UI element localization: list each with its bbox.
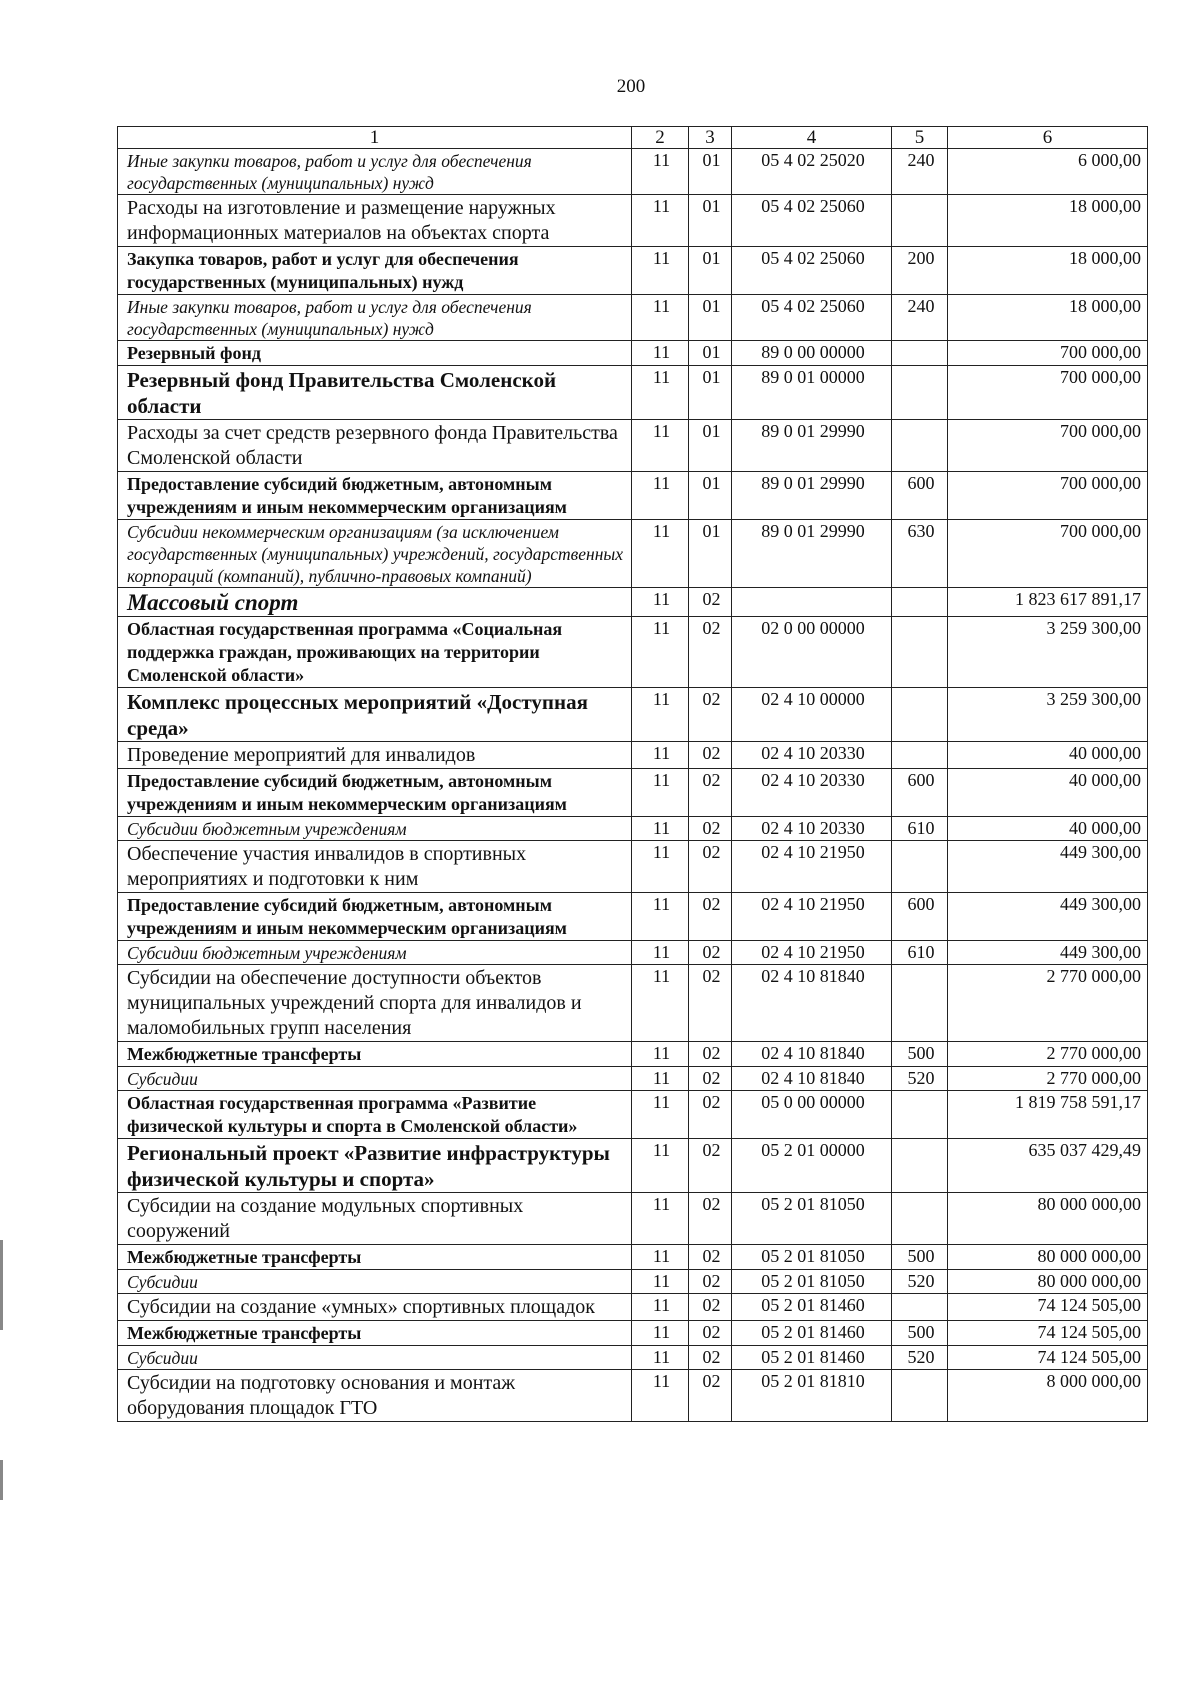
row-expense-type-cell: 500 <box>892 1245 948 1270</box>
row-expense-type-cell <box>892 742 948 769</box>
table-row <box>118 1346 1148 1370</box>
table-row <box>118 841 1148 893</box>
row-section-cell: 11 <box>632 1091 689 1139</box>
row-section-cell: 11 <box>632 769 689 817</box>
row-amount-cell: 74 124 505,00 <box>948 1294 1148 1321</box>
table-row <box>118 1370 1148 1422</box>
row-section-cell: 11 <box>632 1193 689 1245</box>
row-amount-cell: 449 300,00 <box>948 941 1148 965</box>
row-section-cell: 11 <box>632 1245 689 1270</box>
row-section-cell: 11 <box>632 341 689 366</box>
table-row <box>118 1193 1148 1245</box>
row-target-code-cell: 05 2 01 81050 <box>732 1193 892 1245</box>
row-amount-cell: 700 000,00 <box>948 520 1148 588</box>
table-row <box>118 295 1148 341</box>
row-section-cell: 11 <box>632 520 689 588</box>
table-row <box>118 1321 1148 1346</box>
row-target-code-cell: 89 0 01 29990 <box>732 420 892 472</box>
row-name-cell: Комплекс процессных мероприятий «Доступная среда» <box>118 688 632 742</box>
row-subsection-cell: 02 <box>689 1067 732 1091</box>
row-expense-type-cell <box>892 588 948 617</box>
row-subsection-cell: 02 <box>689 588 732 617</box>
row-amount-cell: 18 000,00 <box>948 247 1148 295</box>
row-section-cell: 11 <box>632 1270 689 1294</box>
row-target-code-cell: 02 4 10 20330 <box>732 742 892 769</box>
row-amount-cell: 700 000,00 <box>948 472 1148 520</box>
scan-edge-mark <box>0 1460 3 1500</box>
row-expense-type-cell: 600 <box>892 893 948 941</box>
row-expense-type-cell <box>892 341 948 366</box>
row-amount-cell: 18 000,00 <box>948 195 1148 247</box>
row-subsection-cell: 01 <box>689 341 732 366</box>
row-expense-type-cell <box>892 1091 948 1139</box>
row-name-cell: Областная государственная программа «Социальная поддержка граждан, проживающих на территории Смоленской области» <box>118 617 632 688</box>
row-section-cell: 11 <box>632 1067 689 1091</box>
row-target-code-cell: 05 4 02 25060 <box>732 195 892 247</box>
table-row <box>118 617 1148 688</box>
row-name-cell: Межбюджетные трансферты <box>118 1321 632 1346</box>
row-expense-type-cell <box>892 420 948 472</box>
row-name-cell: Предоставление субсидий бюджетным, автономным учреждениям и иным некоммерческим организациям <box>118 769 632 817</box>
row-section-cell: 11 <box>632 1370 689 1422</box>
row-section-cell: 11 <box>632 965 689 1042</box>
row-section-cell: 11 <box>632 742 689 769</box>
row-name-cell: Субсидии <box>118 1067 632 1091</box>
row-subsection-cell: 02 <box>689 1321 732 1346</box>
column-header: 4 <box>732 127 892 149</box>
row-section-cell: 11 <box>632 588 689 617</box>
table-body <box>118 149 1148 1422</box>
table-row <box>118 1245 1148 1270</box>
table-row <box>118 195 1148 247</box>
row-name-cell: Массовый спорт <box>118 588 632 617</box>
row-subsection-cell: 02 <box>689 941 732 965</box>
budget-table <box>117 126 1148 1422</box>
row-name-cell: Расходы за счет средств резервного фонда Правительства Смоленской области <box>118 420 632 472</box>
row-section-cell: 11 <box>632 893 689 941</box>
row-section-cell: 11 <box>632 941 689 965</box>
row-amount-cell: 700 000,00 <box>948 366 1148 420</box>
row-expense-type-cell: 240 <box>892 295 948 341</box>
row-target-code-cell: 05 2 01 81050 <box>732 1270 892 1294</box>
row-name-cell: Субсидии некоммерческим организациям (за исключением государственных (муниципальных) учреждений, государственных корпораций (компаний), публично-правовых компаний) <box>118 520 632 588</box>
row-section-cell: 11 <box>632 366 689 420</box>
row-expense-type-cell <box>892 1139 948 1193</box>
table-row <box>118 247 1148 295</box>
row-subsection-cell: 01 <box>689 520 732 588</box>
row-expense-type-cell <box>892 1370 948 1422</box>
row-expense-type-cell: 610 <box>892 941 948 965</box>
row-subsection-cell: 02 <box>689 1245 732 1270</box>
row-target-code-cell: 05 2 01 81460 <box>732 1346 892 1370</box>
table-row <box>118 341 1148 366</box>
table-row <box>118 965 1148 1042</box>
row-name-cell: Субсидии на создание модульных спортивных сооружений <box>118 1193 632 1245</box>
row-name-cell: Субсидии на обеспечение доступности объектов муниципальных учреждений спорта для инвалидов и маломобильных групп населения <box>118 965 632 1042</box>
row-section-cell: 11 <box>632 1321 689 1346</box>
row-section-cell: 11 <box>632 817 689 841</box>
row-section-cell: 11 <box>632 1042 689 1067</box>
row-subsection-cell: 02 <box>689 1294 732 1321</box>
table-row <box>118 149 1148 195</box>
row-name-cell: Межбюджетные трансферты <box>118 1042 632 1067</box>
row-section-cell: 11 <box>632 688 689 742</box>
row-name-cell: Расходы на изготовление и размещение наружных информационных материалов на объектах спорта <box>118 195 632 247</box>
row-subsection-cell: 02 <box>689 688 732 742</box>
row-expense-type-cell: 600 <box>892 472 948 520</box>
row-name-cell: Проведение мероприятий для инвалидов <box>118 742 632 769</box>
row-amount-cell: 2 770 000,00 <box>948 1067 1148 1091</box>
column-header: 2 <box>632 127 689 149</box>
row-expense-type-cell: 520 <box>892 1346 948 1370</box>
row-subsection-cell: 02 <box>689 742 732 769</box>
table-row <box>118 1270 1148 1294</box>
row-amount-cell: 40 000,00 <box>948 742 1148 769</box>
row-expense-type-cell <box>892 617 948 688</box>
row-name-cell: Закупка товаров, работ и услуг для обеспечения государственных (муниципальных) нужд <box>118 247 632 295</box>
row-amount-cell: 74 124 505,00 <box>948 1321 1148 1346</box>
row-name-cell: Предоставление субсидий бюджетным, автономным учреждениям и иным некоммерческим организациям <box>118 893 632 941</box>
row-subsection-cell: 02 <box>689 893 732 941</box>
row-target-code-cell: 02 4 10 21950 <box>732 893 892 941</box>
row-subsection-cell: 01 <box>689 366 732 420</box>
table-row <box>118 742 1148 769</box>
row-amount-cell: 18 000,00 <box>948 295 1148 341</box>
row-target-code-cell: 05 2 01 81050 <box>732 1245 892 1270</box>
row-target-code-cell: 02 4 10 20330 <box>732 817 892 841</box>
row-target-code-cell: 05 4 02 25060 <box>732 295 892 341</box>
row-amount-cell: 449 300,00 <box>948 893 1148 941</box>
row-subsection-cell: 01 <box>689 149 732 195</box>
row-subsection-cell: 02 <box>689 1091 732 1139</box>
table-row <box>118 1294 1148 1321</box>
row-section-cell: 11 <box>632 420 689 472</box>
row-subsection-cell: 01 <box>689 247 732 295</box>
table-row <box>118 1091 1148 1139</box>
row-section-cell: 11 <box>632 295 689 341</box>
row-expense-type-cell: 520 <box>892 1067 948 1091</box>
table-row <box>118 588 1148 617</box>
row-name-cell: Субсидии <box>118 1346 632 1370</box>
table-row <box>118 1067 1148 1091</box>
row-name-cell: Иные закупки товаров, работ и услуг для обеспечения государственных (муниципальных) нужд <box>118 149 632 195</box>
row-subsection-cell: 02 <box>689 965 732 1042</box>
row-expense-type-cell <box>892 195 948 247</box>
row-name-cell: Резервный фонд Правительства Смоленской области <box>118 366 632 420</box>
row-target-code-cell <box>732 588 892 617</box>
row-subsection-cell: 02 <box>689 769 732 817</box>
row-target-code-cell: 02 4 10 81840 <box>732 965 892 1042</box>
row-target-code-cell: 02 4 10 21950 <box>732 941 892 965</box>
row-subsection-cell: 02 <box>689 1139 732 1193</box>
row-expense-type-cell: 500 <box>892 1321 948 1346</box>
row-target-code-cell: 02 4 10 81840 <box>732 1067 892 1091</box>
row-target-code-cell: 02 0 00 00000 <box>732 617 892 688</box>
column-header: 1 <box>118 127 632 149</box>
row-target-code-cell: 05 2 01 00000 <box>732 1139 892 1193</box>
row-subsection-cell: 01 <box>689 472 732 520</box>
row-amount-cell: 6 000,00 <box>948 149 1148 195</box>
row-name-cell: Обеспечение участия инвалидов в спортивных мероприятиях и подготовки к ним <box>118 841 632 893</box>
row-amount-cell: 2 770 000,00 <box>948 965 1148 1042</box>
row-expense-type-cell <box>892 965 948 1042</box>
row-subsection-cell: 01 <box>689 195 732 247</box>
row-amount-cell: 449 300,00 <box>948 841 1148 893</box>
row-expense-type-cell: 240 <box>892 149 948 195</box>
table-row <box>118 472 1148 520</box>
row-target-code-cell: 02 4 10 00000 <box>732 688 892 742</box>
row-amount-cell: 1 819 758 591,17 <box>948 1091 1148 1139</box>
table-row <box>118 1139 1148 1193</box>
row-target-code-cell: 05 4 02 25060 <box>732 247 892 295</box>
row-name-cell: Субсидии на подготовку основания и монтаж оборудования площадок ГТО <box>118 1370 632 1422</box>
row-target-code-cell: 05 0 00 00000 <box>732 1091 892 1139</box>
table-row <box>118 420 1148 472</box>
column-header: 3 <box>689 127 732 149</box>
row-target-code-cell: 05 2 01 81810 <box>732 1370 892 1422</box>
row-name-cell: Субсидии на создание «умных» спортивных площадок <box>118 1294 632 1321</box>
row-name-cell: Предоставление субсидий бюджетным, автономным учреждениям и иным некоммерческим организациям <box>118 472 632 520</box>
row-name-cell: Областная государственная программа «Развитие физической культуры и спорта в Смоленской области» <box>118 1091 632 1139</box>
row-section-cell: 11 <box>632 247 689 295</box>
row-expense-type-cell: 610 <box>892 817 948 841</box>
row-name-cell: Межбюджетные трансферты <box>118 1245 632 1270</box>
row-expense-type-cell: 200 <box>892 247 948 295</box>
row-target-code-cell: 89 0 00 00000 <box>732 341 892 366</box>
row-target-code-cell: 02 4 10 21950 <box>732 841 892 893</box>
row-subsection-cell: 02 <box>689 1370 732 1422</box>
row-subsection-cell: 02 <box>689 1193 732 1245</box>
row-amount-cell: 80 000 000,00 <box>948 1270 1148 1294</box>
table-row <box>118 941 1148 965</box>
table-row <box>118 817 1148 841</box>
table-row <box>118 520 1148 588</box>
row-subsection-cell: 02 <box>689 1042 732 1067</box>
row-subsection-cell: 02 <box>689 817 732 841</box>
row-target-code-cell: 02 4 10 20330 <box>732 769 892 817</box>
row-expense-type-cell: 520 <box>892 1270 948 1294</box>
row-amount-cell: 700 000,00 <box>948 341 1148 366</box>
row-section-cell: 11 <box>632 472 689 520</box>
row-target-code-cell: 89 0 01 00000 <box>732 366 892 420</box>
row-amount-cell: 3 259 300,00 <box>948 617 1148 688</box>
scan-edge-mark <box>0 1240 3 1330</box>
row-expense-type-cell <box>892 1294 948 1321</box>
row-name-cell: Субсидии бюджетным учреждениям <box>118 941 632 965</box>
row-expense-type-cell <box>892 688 948 742</box>
row-section-cell: 11 <box>632 1346 689 1370</box>
row-expense-type-cell <box>892 366 948 420</box>
column-header: 5 <box>892 127 948 149</box>
row-amount-cell: 8 000 000,00 <box>948 1370 1148 1422</box>
row-subsection-cell: 02 <box>689 617 732 688</box>
row-amount-cell: 1 823 617 891,17 <box>948 588 1148 617</box>
row-target-code-cell: 02 4 10 81840 <box>732 1042 892 1067</box>
row-amount-cell: 80 000 000,00 <box>948 1245 1148 1270</box>
row-subsection-cell: 02 <box>689 1346 732 1370</box>
row-target-code-cell: 05 2 01 81460 <box>732 1321 892 1346</box>
row-expense-type-cell <box>892 1193 948 1245</box>
row-amount-cell: 40 000,00 <box>948 769 1148 817</box>
row-amount-cell: 74 124 505,00 <box>948 1346 1148 1370</box>
row-name-cell: Резервный фонд <box>118 341 632 366</box>
row-section-cell: 11 <box>632 1139 689 1193</box>
table-row <box>118 893 1148 941</box>
table-row <box>118 769 1148 817</box>
row-expense-type-cell: 500 <box>892 1042 948 1067</box>
row-section-cell: 11 <box>632 841 689 893</box>
row-name-cell: Субсидии <box>118 1270 632 1294</box>
row-section-cell: 11 <box>632 617 689 688</box>
table-row <box>118 688 1148 742</box>
row-target-code-cell: 05 4 02 25020 <box>732 149 892 195</box>
row-section-cell: 11 <box>632 1294 689 1321</box>
column-header: 6 <box>948 127 1148 149</box>
row-name-cell: Субсидии бюджетным учреждениям <box>118 817 632 841</box>
row-amount-cell: 2 770 000,00 <box>948 1042 1148 1067</box>
row-section-cell: 11 <box>632 149 689 195</box>
row-expense-type-cell: 630 <box>892 520 948 588</box>
row-name-cell: Иные закупки товаров, работ и услуг для обеспечения государственных (муниципальных) нужд <box>118 295 632 341</box>
row-target-code-cell: 89 0 01 29990 <box>732 520 892 588</box>
table-row <box>118 1042 1148 1067</box>
row-expense-type-cell: 600 <box>892 769 948 817</box>
row-target-code-cell: 89 0 01 29990 <box>732 472 892 520</box>
page-number: 200 <box>616 76 646 97</box>
table-header-row <box>118 127 1148 149</box>
row-name-cell: Региональный проект «Развитие инфраструктуры физической культуры и спорта» <box>118 1139 632 1193</box>
row-subsection-cell: 02 <box>689 841 732 893</box>
row-subsection-cell: 01 <box>689 295 732 341</box>
row-target-code-cell: 05 2 01 81460 <box>732 1294 892 1321</box>
row-amount-cell: 635 037 429,49 <box>948 1139 1148 1193</box>
row-section-cell: 11 <box>632 195 689 247</box>
row-amount-cell: 3 259 300,00 <box>948 688 1148 742</box>
row-expense-type-cell <box>892 841 948 893</box>
row-amount-cell: 40 000,00 <box>948 817 1148 841</box>
row-amount-cell: 700 000,00 <box>948 420 1148 472</box>
row-subsection-cell: 01 <box>689 420 732 472</box>
row-amount-cell: 80 000 000,00 <box>948 1193 1148 1245</box>
table-row <box>118 366 1148 420</box>
row-subsection-cell: 02 <box>689 1270 732 1294</box>
